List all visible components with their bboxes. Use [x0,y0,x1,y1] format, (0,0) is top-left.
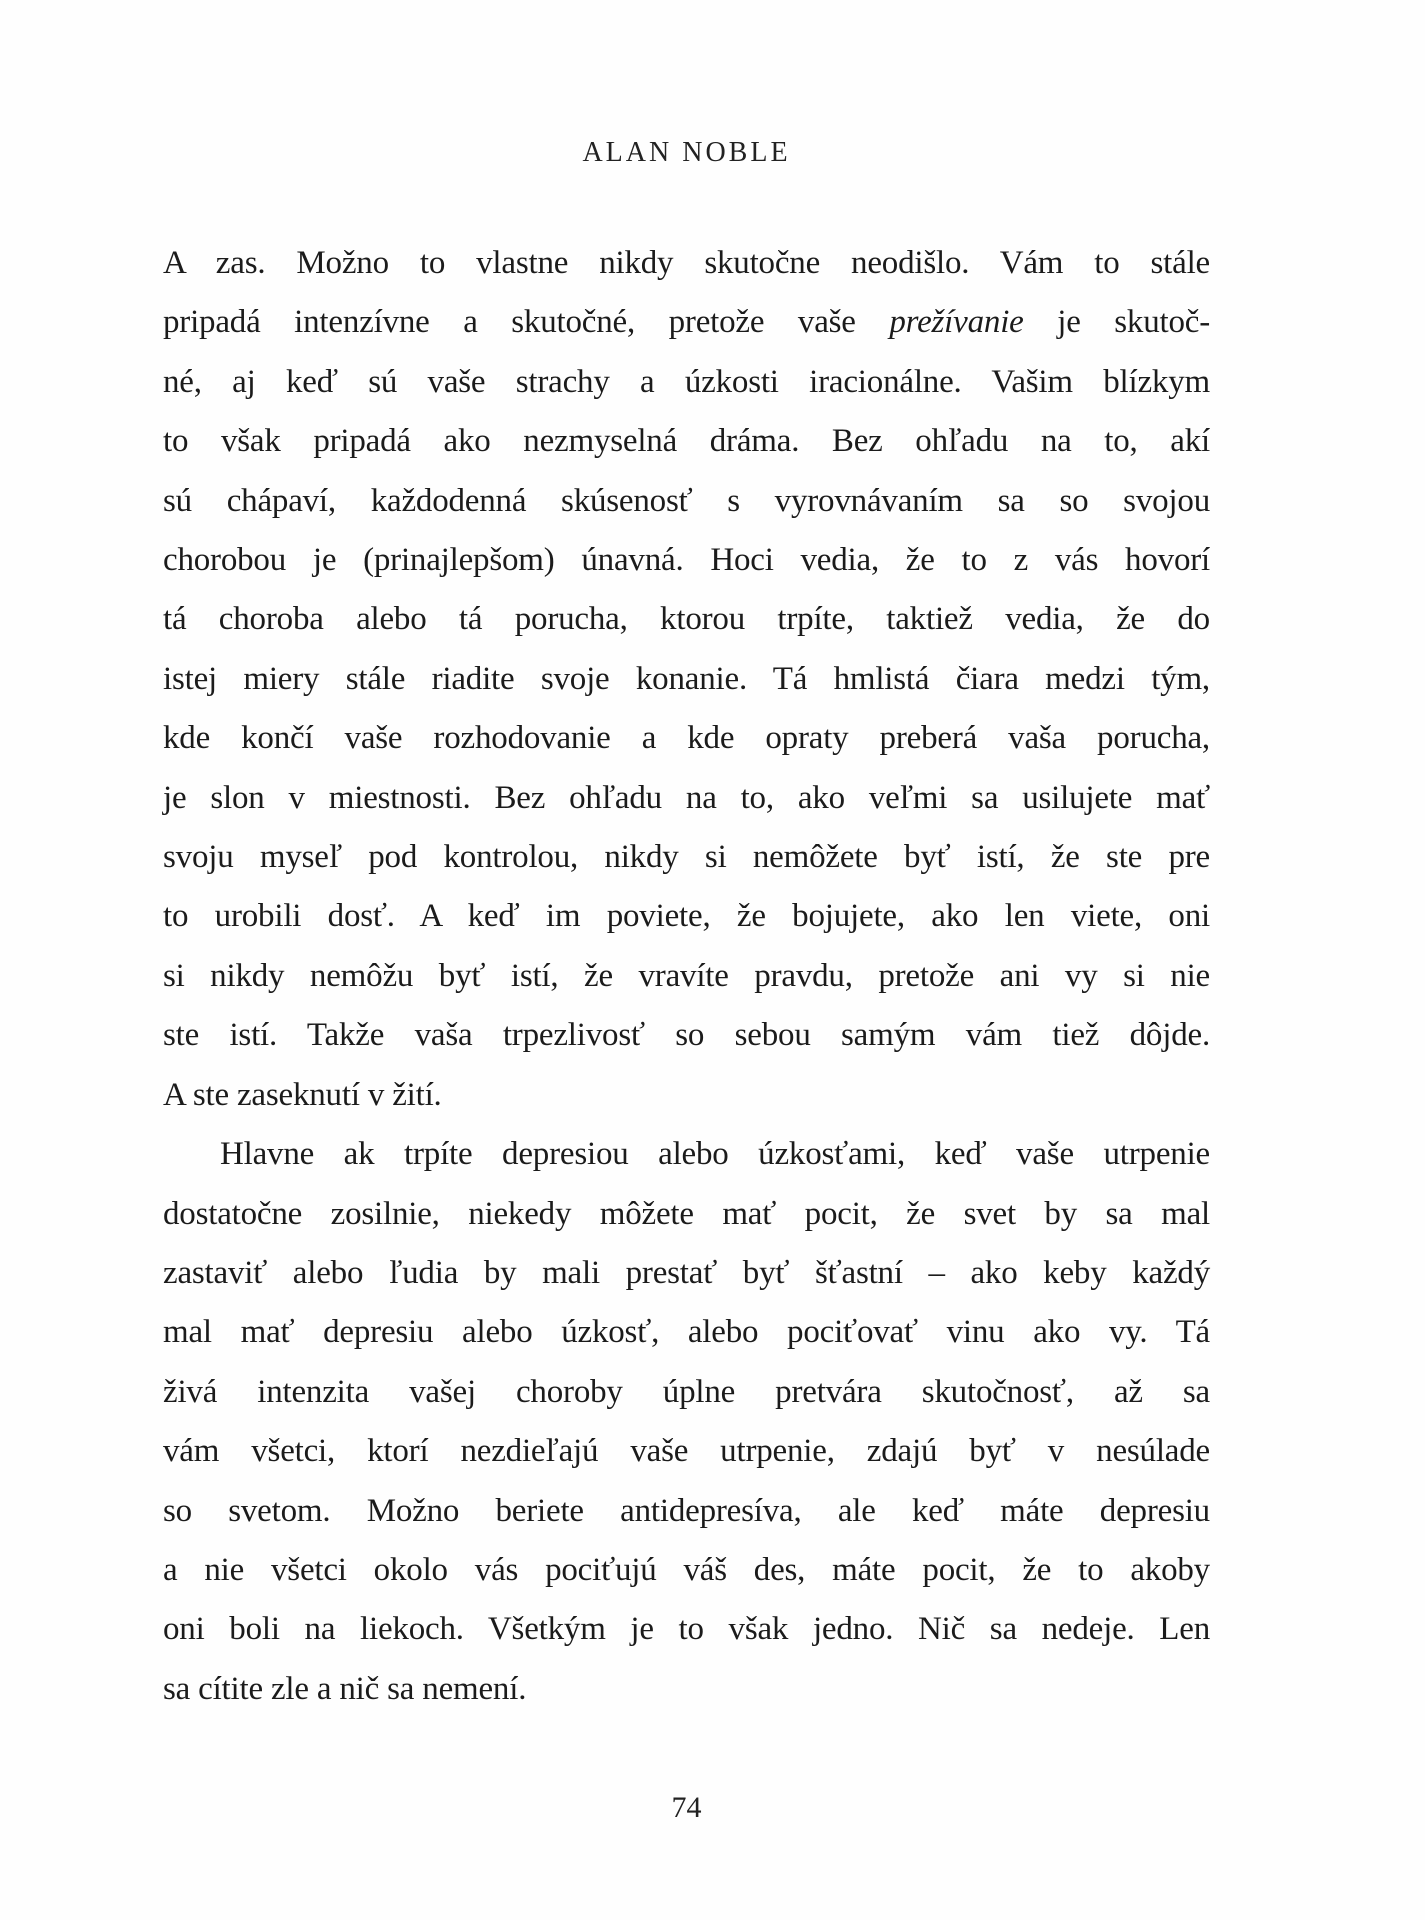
body-line [163,590,1210,649]
line-text: to však pripadá ako nezmyselná dráma. Bez ohľadu na to, akí [163,423,1210,460]
line-text: A ste zaseknutí v žití. [163,1076,442,1113]
body-line [163,1600,1210,1659]
body-line [163,1363,1210,1422]
italic-word: prežívanie [889,304,1024,341]
body-line [163,1660,1210,1719]
line-text: kde končí vaše rozhodovanie a kde opraty preberá vaša porucha, [163,720,1210,757]
body-text [163,234,1210,1719]
body-line [163,1303,1210,1362]
page-number: 74 [671,1791,702,1824]
line-text: vám všetci, ktorí nezdieľajú vaše utrpenie, zdajú byť v nesúlade [163,1433,1210,1470]
line-text: pripadá intenzívne a skutočné, pretože vaše [163,304,890,341]
line-text: né, aj keď sú vaše strachy a úzkosti iracionálne. Vašim blízkym [163,363,1210,400]
body-line [163,947,1210,1006]
line-text: so svetom. Možno beriete antidepresíva, ale keď máte depresiu [163,1492,1210,1529]
line-text: chorobou je (prinajlepšom) únavná. Hoci vedia, že to z vás hovorí [163,542,1210,579]
line-text: tá choroba alebo tá porucha, ktorou trpíte, taktiež vedia, že do [163,601,1210,638]
body-line [163,1125,1210,1184]
line-text: svoju myseľ pod kontrolou, nikdy si nemôžete byť istí, že ste pre [163,839,1210,876]
line-text: si nikdy nemôžu byť istí, že vravíte pravdu, pretože ani vy si nie [163,957,1210,994]
line-text: je skutoč- [1023,304,1210,341]
body-line [163,1482,1210,1541]
body-line [163,531,1210,590]
line-text: dostatočne zosilnie, niekedy môžete mať pocit, že svet by sa mal [163,1195,1210,1232]
body-line [163,1006,1210,1065]
running-header-author: ALAN NOBLE [582,137,791,168]
body-line [163,472,1210,531]
line-text: ste istí. Takže vaša trpezlivosť so sebou samým vám tiež dôjde. [163,1017,1210,1054]
line-text: sa cítite zle a nič sa nemení. [163,1670,527,1707]
body-line [163,412,1210,471]
line-text: a nie všetci okolo vás pociťujú váš des, máte pocit, že to akoby [163,1551,1210,1588]
body-line [163,1244,1210,1303]
body-line [163,1185,1210,1244]
body-line [163,234,1210,293]
line-text: živá intenzita vašej choroby úplne pretvára skutočnosť, až sa [163,1373,1210,1410]
line-text: Hlavne ak trpíte depresiou alebo úzkosťami, keď vaše utrpenie [220,1136,1210,1173]
line-text: je slon v miestnosti. Bez ohľadu na to, ako veľmi sa usilujete mať [163,779,1210,816]
line-text: A zas. Možno to vlastne nikdy skutočne neodišlo. Vám to stále [163,245,1210,281]
body-line [163,709,1210,768]
body-line [163,769,1210,828]
line-text: oni boli na liekoch. Všetkým je to však jedno. Nič sa nedeje. Len [163,1611,1210,1648]
line-text: mal mať depresiu alebo úzkosť, alebo pociťovať vinu ako vy. Tá [163,1314,1210,1351]
body-line [163,828,1210,887]
body-line [163,353,1210,412]
body-line [163,1422,1210,1481]
body-line [163,1066,1210,1125]
body-line [163,1541,1210,1600]
line-text: istej miery stále riadite svoje konanie. Tá hmlistá čiara medzi tým, [163,660,1210,697]
line-text: sú chápaví, každodenná skúsenosť s vyrovnávaním sa so svojou [163,482,1210,519]
line-text: to urobili dosť. A keď im poviete, že bojujete, ako len viete, oni [163,898,1210,935]
body-line [163,650,1210,709]
line-text: zastaviť alebo ľudia by mali prestať byť šťastní – ako keby každý [163,1254,1210,1291]
body-line [163,293,1210,352]
body-line [163,887,1210,946]
